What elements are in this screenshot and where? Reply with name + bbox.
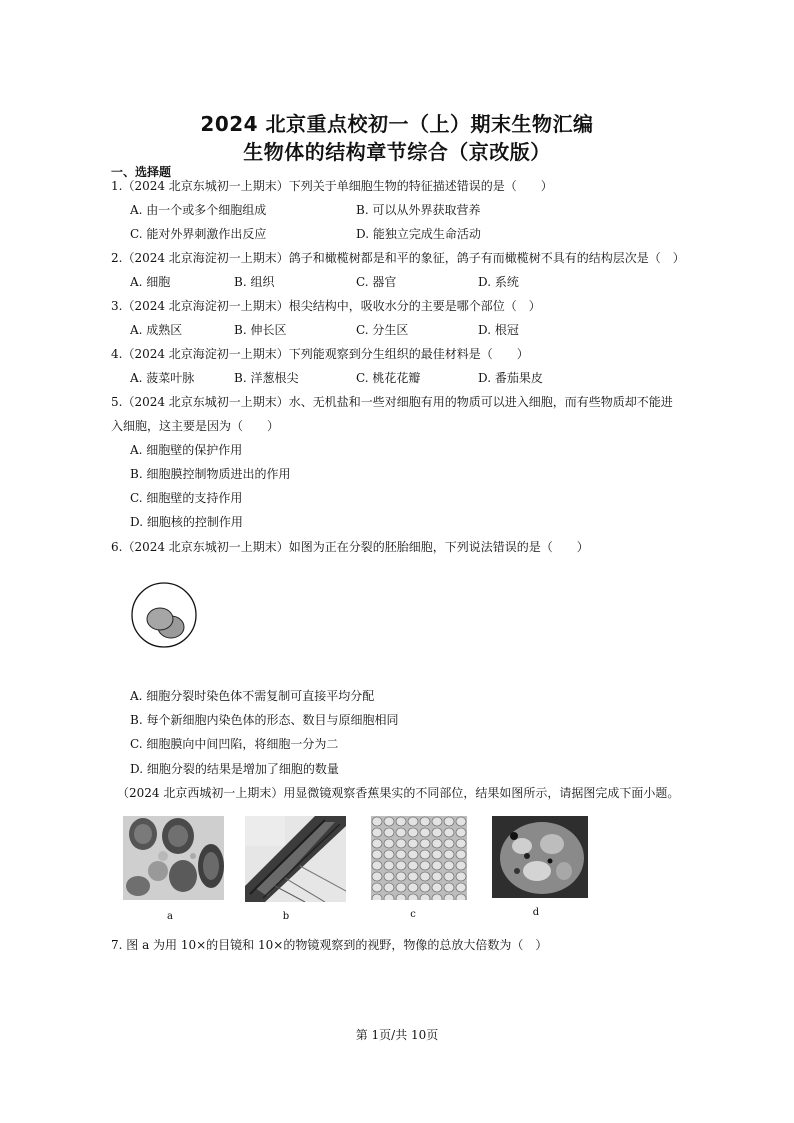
page-footer: 第 1页/共 10页 <box>355 1028 439 1042</box>
document-subtitle: 生物体的结构章节综合（京改版） <box>243 140 551 164</box>
question-1-option-a: A. 由一个或多个细胞组成 <box>130 203 267 217</box>
question-2-option-b: B. 组织 <box>234 275 275 289</box>
micrograph-c-caption: c <box>410 909 416 920</box>
question-4-option-c: C. 桃花花瓣 <box>356 371 421 385</box>
question-4-option-b: B. 洋葱根尖 <box>234 371 299 385</box>
question-1-stem: 1.（2024 北京东城初一上期末）下列关于单细胞生物的特征描述错误的是（ ） <box>111 179 553 193</box>
question-5-stem-line-1: 5.（2024 北京东城初一上期末）水、无机盐和一些对细胞有用的物质可以进入细胞，而有些物质却不能进 <box>111 395 673 409</box>
question-4-option-a: A. 菠菜叶脉 <box>130 371 195 385</box>
question-3-option-d: D. 根冠 <box>478 323 519 337</box>
question-6-option-d: D. 细胞分裂的结果是增加了细胞的数量 <box>130 762 339 776</box>
group-intro: （2024 北京西城初一上期末）用显微镜观察香蕉果实的不同部位，结果如图所示，请据图完成下面小题。 <box>117 786 680 800</box>
question-6-option-c: C. 细胞膜向中间凹陷，将细胞一分为二 <box>130 737 339 751</box>
question-2-option-c: C. 器官 <box>356 275 397 289</box>
question-5-option-b: B. 细胞膜控制物质进出的作用 <box>130 467 291 481</box>
question-3-stem: 3.（2024 北京海淀初一上期末）根尖结构中，吸收水分的主要是哪个部位（ ） <box>111 299 541 313</box>
micrograph-b <box>245 816 346 902</box>
question-3-option-c: C. 分生区 <box>356 323 409 337</box>
micrograph-d-caption: d <box>532 907 540 918</box>
micrograph-b-caption: b <box>282 911 290 922</box>
question-5-option-a: A. 细胞壁的保护作用 <box>130 443 243 457</box>
question-1-option-c: C. 能对外界刺激作出反应 <box>130 227 267 241</box>
micrograph-c <box>371 816 467 900</box>
dividing-cell-diagram <box>129 580 199 650</box>
question-1-option-d: D. 能独立完成生命活动 <box>356 227 481 241</box>
micrograph-a-caption: a <box>167 911 173 922</box>
question-2-option-d: D. 系统 <box>478 275 519 289</box>
question-5-option-d: D. 细胞核的控制作用 <box>130 515 243 529</box>
document-title: 2024 北京重点校初一（上）期末生物汇编 <box>200 112 594 136</box>
micrograph-d <box>492 816 588 898</box>
question-6-option-a: A. 细胞分裂时染色体不需复制可直接平均分配 <box>130 689 375 703</box>
question-3-option-a: A. 成熟区 <box>130 323 183 337</box>
question-4-stem: 4.（2024 北京海淀初一上期末）下列能观察到分生组织的最佳材料是（ ） <box>111 347 529 361</box>
question-3-option-b: B. 伸长区 <box>234 323 287 337</box>
question-5-option-c: C. 细胞壁的支持作用 <box>130 491 243 505</box>
question-4-option-d: D. 番茄果皮 <box>478 371 543 385</box>
question-6-option-b: B. 每个新细胞内染色体的形态、数目与原细胞相同 <box>130 713 399 727</box>
question-1-option-b: B. 可以从外界获取营养 <box>356 203 481 217</box>
question-6-stem: 6.（2024 北京东城初一上期末）如图为正在分裂的胚胎细胞，下列说法错误的是（ ） <box>111 540 589 554</box>
question-2-stem: 2.（2024 北京海淀初一上期末）鸽子和橄榄树都是和平的象征，鸽子有而橄榄树不具有的结构层次是（ ） <box>111 251 685 265</box>
question-2-option-a: A. 细胞 <box>130 275 171 289</box>
micrograph-a <box>123 816 224 900</box>
section-heading: 一、选择题 <box>111 165 172 179</box>
question-5-stem-line-2: 入细胞，这主要是因为（ ） <box>111 419 280 433</box>
question-7-stem: 7. 图 a 为用 10×的目镜和 10×的物镜观察到的视野，物像的总放大倍数为（ ） <box>111 938 548 952</box>
